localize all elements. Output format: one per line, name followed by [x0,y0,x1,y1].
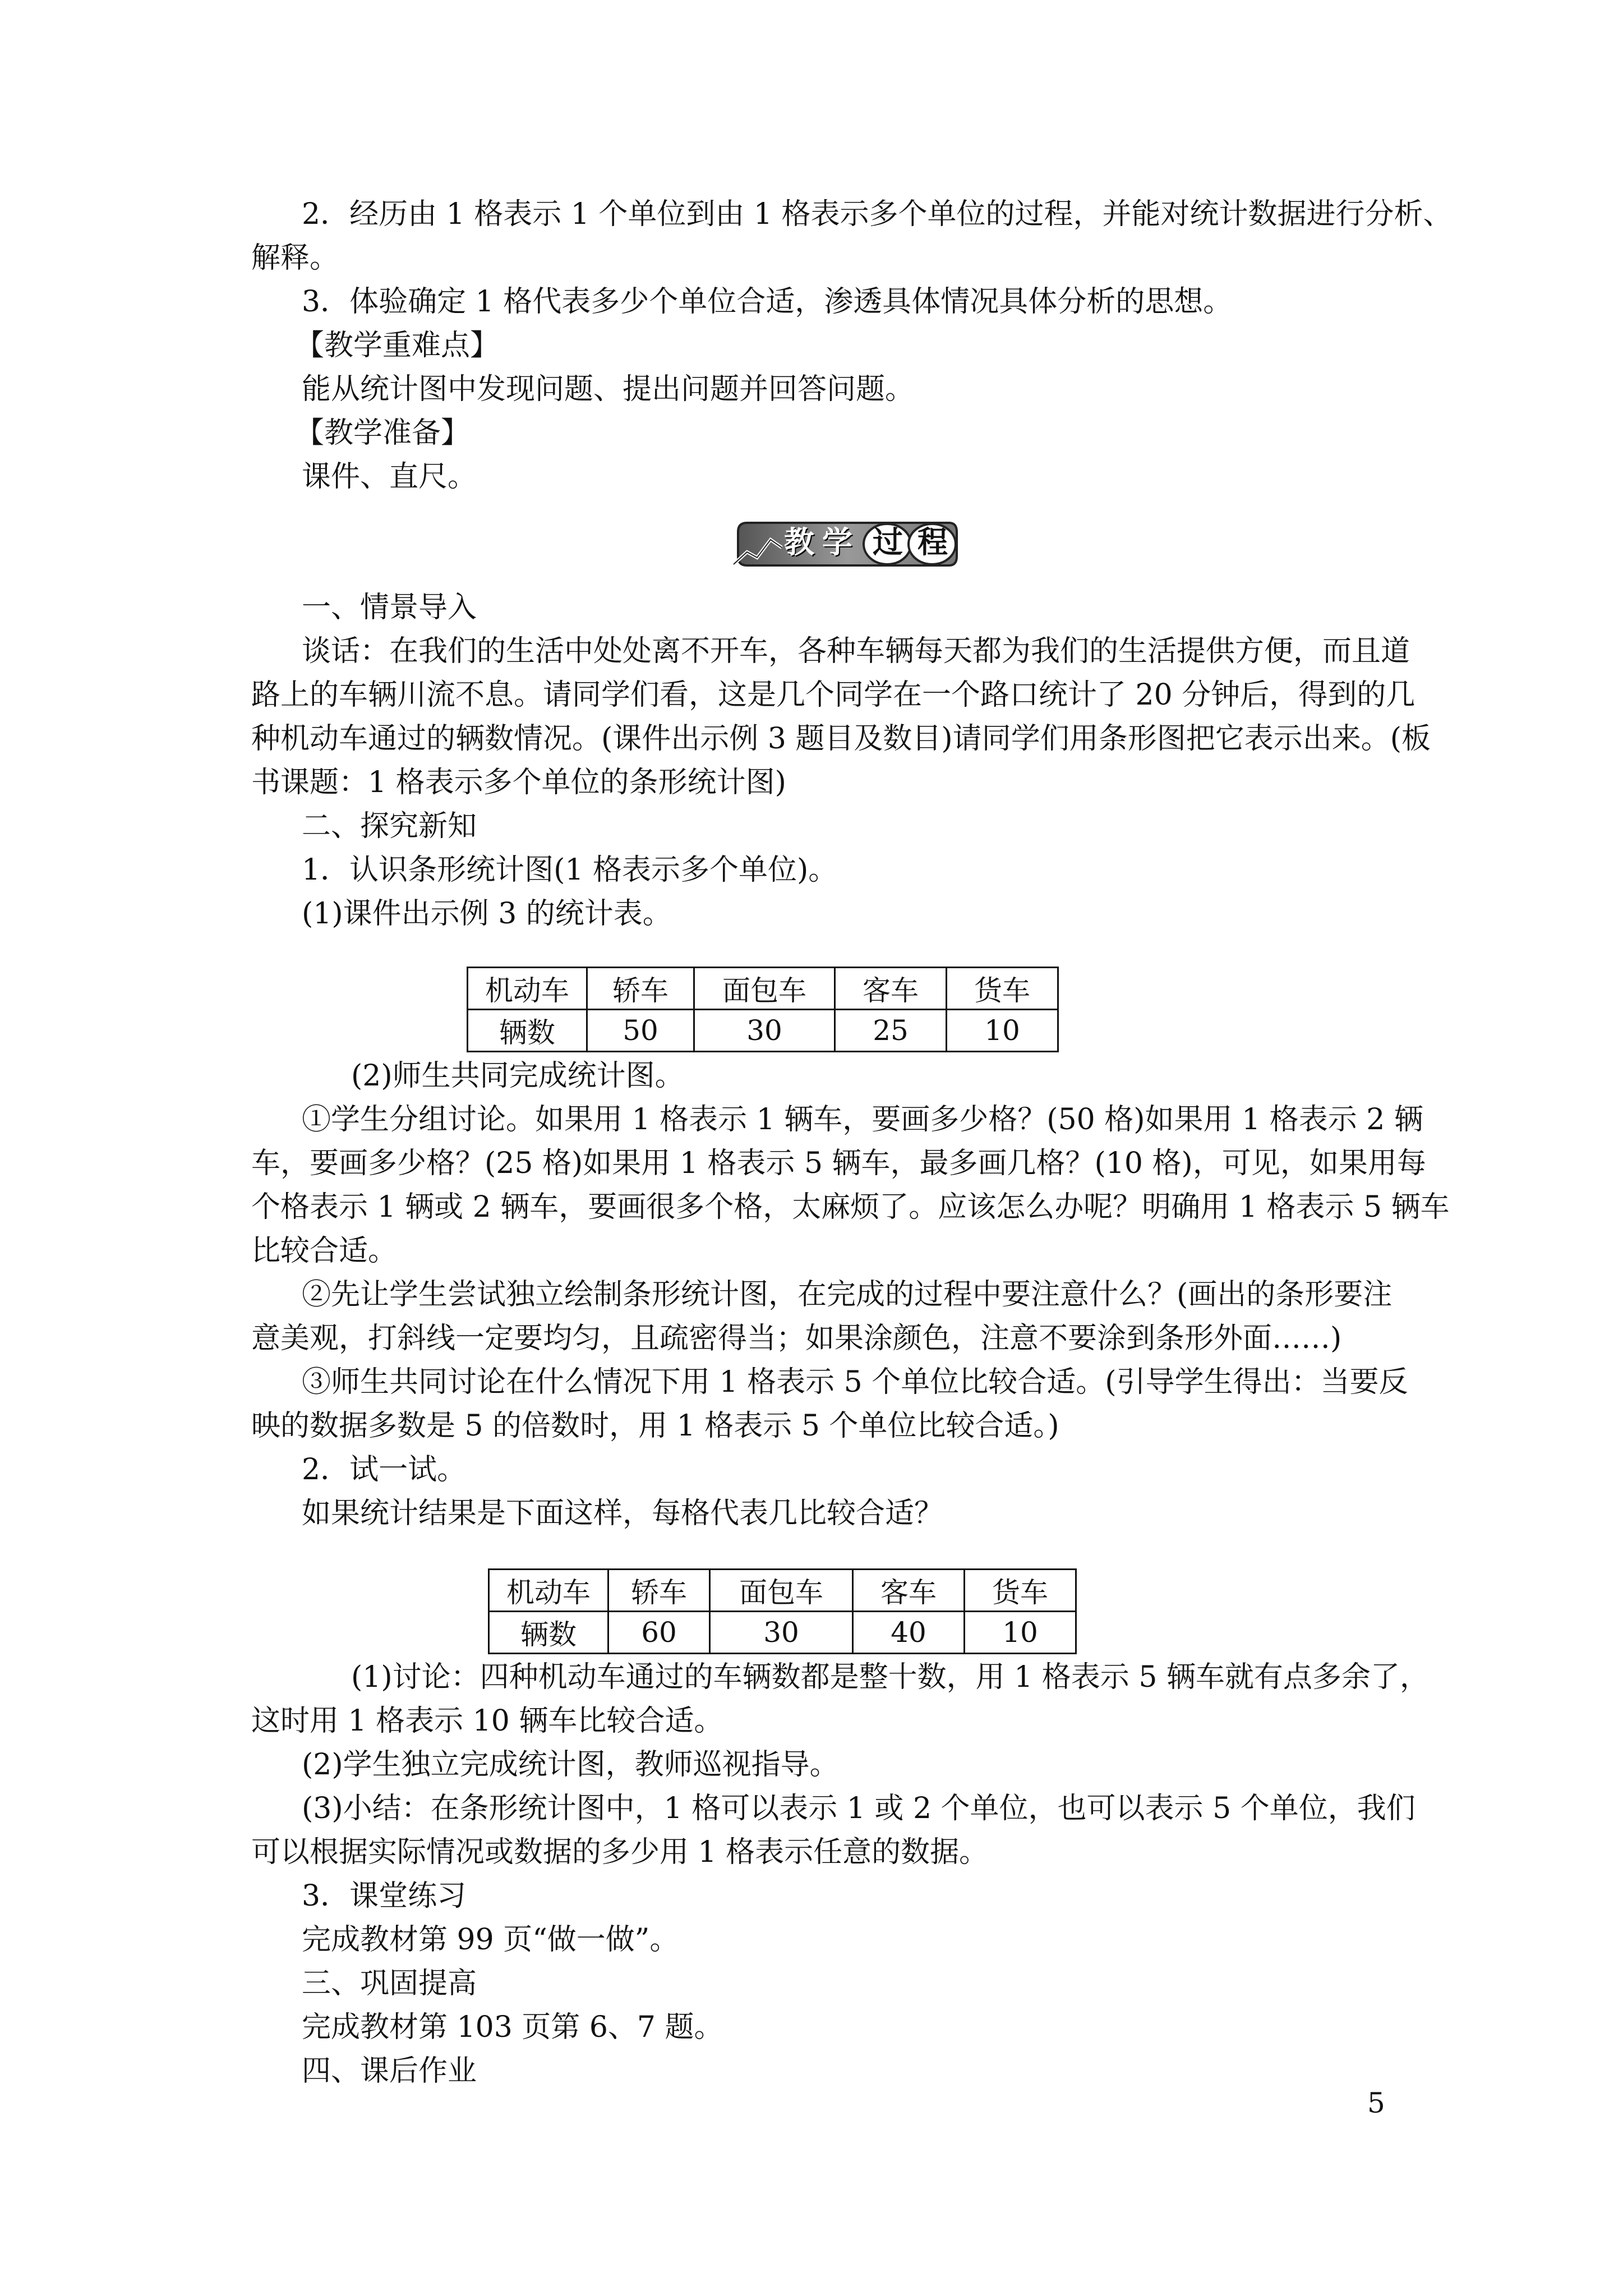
page-number: 5 [1367,2087,1385,2119]
text-line: 这时用 1 格表示 10 辆车比较合适。 [251,1704,723,1738]
text-line: 意美观，打斜线一定要均匀，且疏密得当；如果涂颜色，注意不要涂到条形外面……) [251,1322,1342,1355]
table-cell: 10 [965,1612,1076,1654]
table-header-row [468,968,1058,1010]
text-line: 解释。 [251,241,339,275]
text-line: 能从统计图中发现问题、提出问题并回答问题。 [302,372,915,406]
table-cell: 面包车 [694,968,835,1010]
section-heading: 【教学重难点】 [295,329,500,362]
text-line: 完成教材第 103 页第 6、7 题。 [302,2010,723,2044]
text-line: ③师生共同讨论在什么情况下用 1 格表示 5 个单位比较合适。(引导学生得出：当要反 [302,1365,1408,1399]
table-cell: 客车 [835,968,947,1010]
text-line: (2)师生共同完成统计图。 [351,1059,684,1093]
section-heading: 三、巩固提高 [302,1967,477,2000]
text-line: 3．体验确定 1 格代表多少个单位合适，渗透具体情况具体分析的思想。 [302,285,1233,319]
table-cell: 货车 [965,1570,1076,1612]
text-line: 课件、直尺。 [302,460,477,494]
text-line: ①学生分组讨论。如果用 1 格表示 1 辆车，要画多少格？(50 格)如果用 1 格表示 2 辆 [302,1103,1423,1137]
table-cell: 轿车 [587,968,694,1010]
table-cell: 货车 [947,968,1058,1010]
text-line: 映的数据多数是 5 的倍数时，用 1 格表示 5 个单位比较合适。) [251,1409,1059,1443]
table-cell: 60 [608,1612,710,1654]
text-line: 2．经历由 1 格表示 1 个单位到由 1 格表示多个单位的过程，并能对统计数据进行分析、 [302,197,1453,231]
banner-char: 程 [917,524,948,560]
text-line: (2)学生独立完成统计图，教师巡视指导。 [302,1748,839,1782]
table-cell: 50 [587,1010,694,1052]
table-cell: 机动车 [489,1570,608,1612]
table-cell: 轿车 [608,1570,710,1612]
text-line: 完成教材第 99 页“做一做”。 [302,1923,679,1957]
text-line: 车，要画多少格？(25 格)如果用 1 格表示 5 辆车，最多画几格？(10 格)，可见，如果用每 [251,1147,1426,1180]
section-heading: 一、情景导入 [302,591,477,624]
text-line: ②先让学生尝试独立绘制条形统计图，在完成的过程中要注意什么？(画出的条形要注 [302,1278,1393,1312]
teaching-process-banner [730,515,959,571]
table-cell: 客车 [853,1570,965,1612]
text-line: 种机动车通过的辆数情况。(课件出示例 3 题目及数目)请同学们用条形图把它表示出来。(板 [251,722,1431,756]
text-line: 1．认识条形统计图(1 格表示多个单位)。 [302,853,838,887]
banner-char: 教 [784,524,814,560]
text-line: 书课题：1 格表示多个单位的条形统计图) [251,766,786,799]
text-line: 2．试一试。 [302,1453,467,1487]
table-header-row [489,1570,1076,1612]
table-row [489,1612,1076,1654]
table-row [468,1010,1058,1052]
table-cell: 面包车 [710,1570,853,1612]
text-line: 比较合适。 [251,1234,398,1268]
statistics-table-1 [467,967,1059,1052]
table-cell: 10 [947,1010,1058,1052]
text-line: (1)课件出示例 3 的统计表。 [302,897,672,931]
text-line: (1)讨论：四种机动车通过的车辆数都是整十数，用 1 格表示 5 辆车就有点多余了， [351,1660,1429,1694]
table-cell: 40 [853,1612,965,1654]
text-line: 3．课堂练习 [302,1879,467,1913]
section-heading: 二、探究新知 [302,809,477,843]
text-line: 个格表示 1 辆或 2 辆车，要画很多个格，太麻烦了。应该怎么办呢？明确用 1 格表示 5 辆车 [251,1190,1450,1224]
table-cell: 25 [835,1010,947,1052]
table-cell: 30 [710,1612,853,1654]
statistics-table-2 [488,1568,1077,1654]
section-heading: 【教学准备】 [295,416,471,450]
text-line: 如果统计结果是下面这样，每格代表几比较合适？ [302,1497,944,1530]
text-line: 路上的车辆川流不息。请同学们看，这是几个同学在一个路口统计了 20 分钟后，得到的几 [251,678,1415,712]
text-line: 可以根据实际情况或数据的多少用 1 格表示任意的数据。 [251,1835,989,1869]
banner-char: 过 [873,524,903,560]
banner-char: 学 [822,524,852,560]
table-cell: 机动车 [468,968,587,1010]
section-heading: 四、课后作业 [302,2054,477,2088]
text-line: 谈话：在我们的生活中处处离不开车，各种车辆每天都为我们的生活提供方便，而且道 [302,634,1410,668]
table-cell: 辆数 [468,1010,587,1052]
text-line: (3)小结：在条形统计图中，1 格可以表示 1 或 2 个单位，也可以表示 5 个单位，我们 [302,1792,1415,1825]
table-cell: 辆数 [489,1612,608,1654]
table-cell: 30 [694,1010,835,1052]
